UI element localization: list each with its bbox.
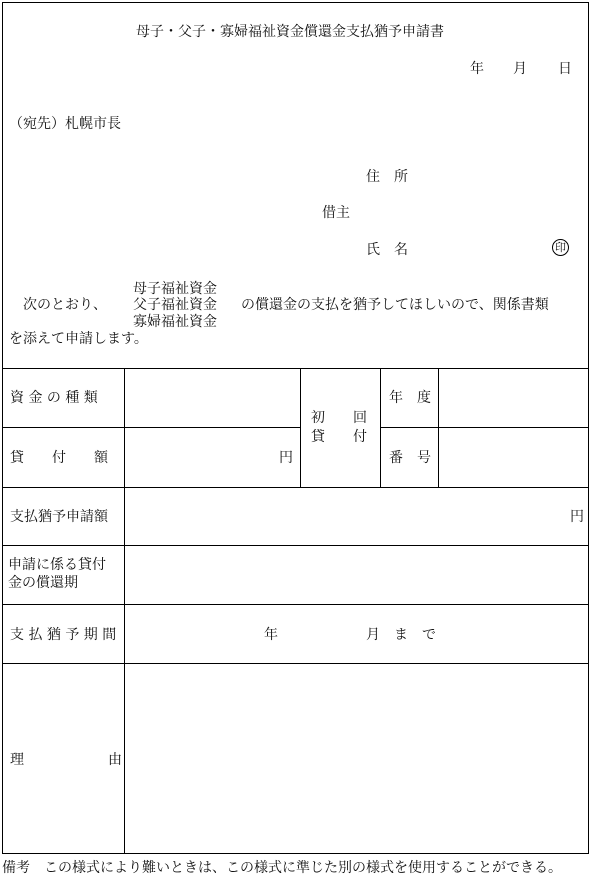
table-top-border xyxy=(2,368,589,369)
date-day-label: 日 xyxy=(558,61,572,77)
deferral-amount-yen: 円 xyxy=(570,509,584,525)
row3-divider xyxy=(2,545,589,546)
fiscal-year-label: 年 度 xyxy=(389,390,431,406)
year-number-divider xyxy=(438,368,439,487)
date-year-label: 年 xyxy=(470,61,484,77)
name-label: 氏 名 xyxy=(366,242,408,258)
form-title: 母子・父子・寡婦福祉資金償還金支払猶予申請書 xyxy=(136,24,444,40)
fund-option-2: 父子福祉資金 xyxy=(133,297,217,313)
fund-option-3: 寡婦福祉資金 xyxy=(133,314,217,330)
addressee: （宛先）札幌市長 xyxy=(9,116,121,132)
deferral-amount-label: 支払猶予申請額 xyxy=(10,509,108,525)
deferral-period-year: 年 xyxy=(264,627,278,643)
repayment-period-label-1: 申請に係る貸付 xyxy=(8,557,106,573)
body-suffix: の償還金の支払を猶予してほしいので、関係書類 xyxy=(241,297,549,313)
loan-amount-label: 貸 付 額 xyxy=(10,450,108,466)
deferral-period-month-until: 月 ま で xyxy=(366,627,436,643)
initial-loan-right-divider xyxy=(380,368,381,487)
footer-note: 備考 この様式により難いときは、この様式に準じた別の様式を使用することができる。 xyxy=(2,860,562,876)
repayment-period-label-2: 金の償還期 xyxy=(8,575,78,591)
address-label: 住 所 xyxy=(366,169,408,185)
initial-loan-left-divider xyxy=(300,368,301,487)
seal-mark: 印 xyxy=(552,239,569,256)
number-label: 番 号 xyxy=(389,450,431,466)
initial-loan-label-2: 貸 付 xyxy=(311,429,367,445)
initial-loan-label-1: 初 回 xyxy=(311,410,367,426)
reason-label: 理 由 xyxy=(10,752,122,768)
borrower-label: 借主 xyxy=(322,205,350,221)
row4-divider xyxy=(2,604,589,605)
label-column-divider xyxy=(124,368,125,854)
fund-type-label: 資 金 の 種 類 xyxy=(10,390,98,406)
loan-amount-yen: 円 xyxy=(279,450,293,466)
row2-divider xyxy=(2,487,589,488)
body-line2: を添えて申請します。 xyxy=(9,331,148,347)
body-prefix: 次のとおり、 xyxy=(23,297,107,313)
row1-divider-left xyxy=(2,427,300,428)
deferral-period-label: 支 払 猶 予 期 間 xyxy=(10,627,117,643)
row1-divider-right xyxy=(380,427,589,428)
date-month-label: 月 xyxy=(513,61,527,77)
row5-divider xyxy=(2,663,589,664)
fund-option-1: 母子福祉資金 xyxy=(133,281,217,297)
